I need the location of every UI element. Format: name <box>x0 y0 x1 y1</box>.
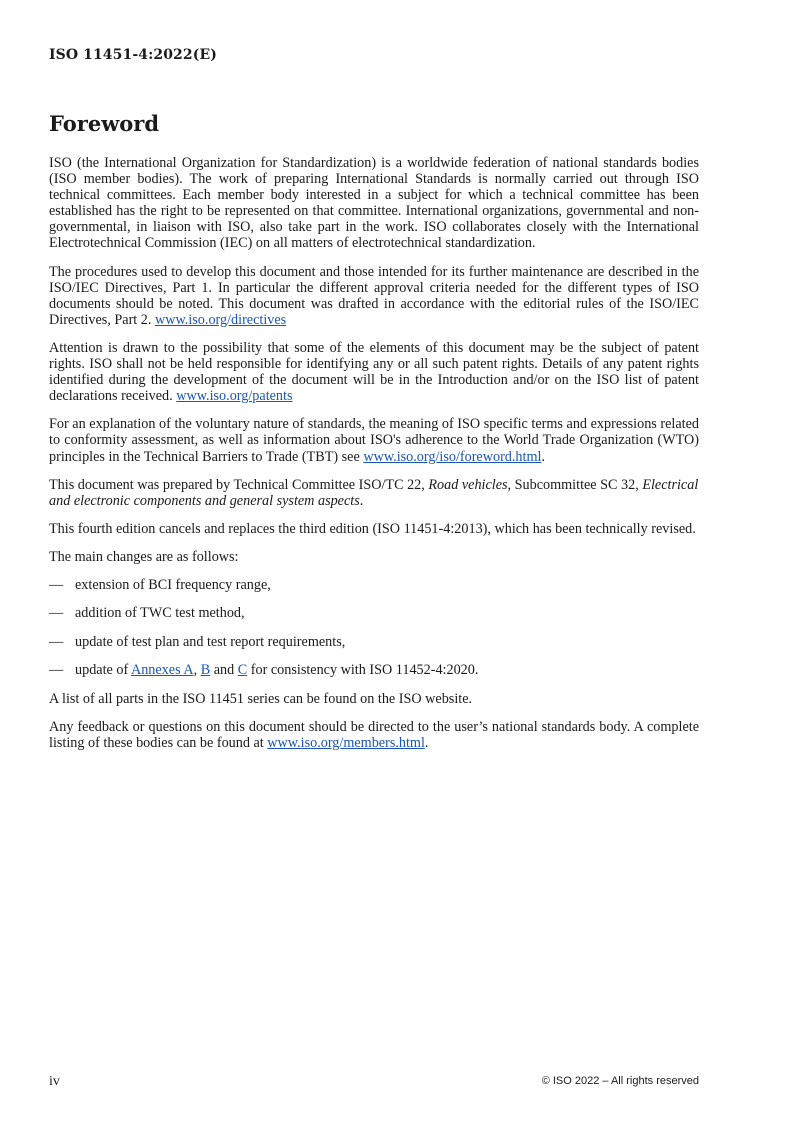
list-item <box>49 634 699 650</box>
punctuation: . <box>541 448 545 465</box>
list-item <box>49 577 699 593</box>
separator: , <box>193 662 201 679</box>
paragraph-text: The procedures used to develop this document and those intended for its further maintenance are described in the ISO/IEC Directives, Part 1. In particular the different approval criteria needed for the different types of ISO documents should be noted. This document was drafted in accordance with the editorial rules of the ISO/IEC Directives, Part 2. <box>49 263 699 328</box>
subcommittee-name: Electrical and electronic components and general system aspects <box>49 476 699 509</box>
paragraph-text: For an explanation of the voluntary nature of standards, the meaning of ISO specific terms and expressions related to conformity assessment, as well as information about ISO's adherence to the World Trade Organization (WTO) principles in the Technical Barriers to Trade (TBT) see <box>49 416 699 465</box>
list-item-text-part: for consistency with ISO 11452-4:2020. <box>247 662 479 679</box>
annex-b-link[interactable]: B <box>200 662 211 679</box>
list-item-text: update of test plan and test report requirements, <box>75 633 346 650</box>
dash-bullet: — <box>49 662 64 679</box>
committee-name: Road vehicles <box>428 476 508 493</box>
paragraph-edition: This fourth edition cancels and replaces the third edition (ISO 11451-4:2013), which has been technically revised. <box>49 520 696 537</box>
copyright-notice: © ISO 2022 – All rights reserved <box>541 1075 699 1087</box>
foreword-body <box>49 155 699 763</box>
paragraph-text: Attention is drawn to the possibility that some of the elements of this document may be the subject of patent rights. ISO shall not be held responsible for identifying any or all such patent rights. Details of any patent rights identified during the development of the document will be in the Introduction and/or on the ISO list of patent declarations received. <box>49 339 699 405</box>
paragraph-main-changes: The main changes are as follows: <box>49 548 239 565</box>
paragraph-patents <box>49 340 699 404</box>
paragraph-text: Any feedback or questions on this document should be directed to the user’s national standards body. A complete listing of these bodies can be found at <box>49 718 699 751</box>
annex-c-link[interactable]: C <box>237 662 248 679</box>
dash-bullet: — <box>49 633 64 650</box>
paragraph-committee <box>49 477 699 509</box>
page-number: iv <box>49 1074 60 1089</box>
page-title: Foreword <box>49 111 160 136</box>
list-item <box>49 605 699 621</box>
punctuation: . <box>424 734 429 751</box>
punctuation: . <box>359 492 364 509</box>
paragraph-feedback <box>49 719 699 751</box>
dash-bullet: — <box>49 576 64 593</box>
paragraph-series: A list of all parts in the ISO 11451 series can be found on the ISO website. <box>49 690 473 707</box>
document-id: ISO 11451-4:2022(E) <box>49 47 217 63</box>
paragraph-voluntary-nature <box>49 416 699 464</box>
directives-link[interactable]: www.iso.org/directives <box>154 311 287 328</box>
dash-bullet: — <box>49 605 64 622</box>
paragraph-iso-intro: ISO (the International Organization for Standardization) is a worldwide federation of national standards bodies (ISO member bodies). The work of preparing International Standards is normally carried out through ISO technical committees. Each member body interested in a subject for which a technical committee has been established has the right to be represented on that committee. International organizations, governmental and non-governmental, in liaison with ISO, also take part in the work. ISO collaborates closely with the International Electrotechnical Commission (IEC) on all matters of electrotechnical standardization. <box>49 155 699 252</box>
patents-link[interactable]: www.iso.org/patents <box>176 388 293 405</box>
list-item-text: addition of TWC test method, <box>75 605 245 622</box>
list-item-text <box>75 662 478 678</box>
changes-list <box>49 577 699 678</box>
paragraph-text: This document was prepared by Technical Committee ISO/TC 22, <box>49 476 429 493</box>
list-item-text-part: update of <box>75 662 131 679</box>
foreword-link[interactable]: www.iso.org/iso/foreword.html <box>363 448 542 465</box>
list-item <box>49 662 699 678</box>
paragraph-procedures <box>49 264 699 328</box>
paragraph-text: , Subcommittee SC 32, <box>507 476 643 493</box>
members-link[interactable]: www.iso.org/members.html <box>267 734 425 751</box>
list-item-text: extension of BCI frequency range, <box>75 576 271 593</box>
annex-a-link[interactable]: Annexes A <box>130 662 194 679</box>
separator: and <box>210 662 238 679</box>
